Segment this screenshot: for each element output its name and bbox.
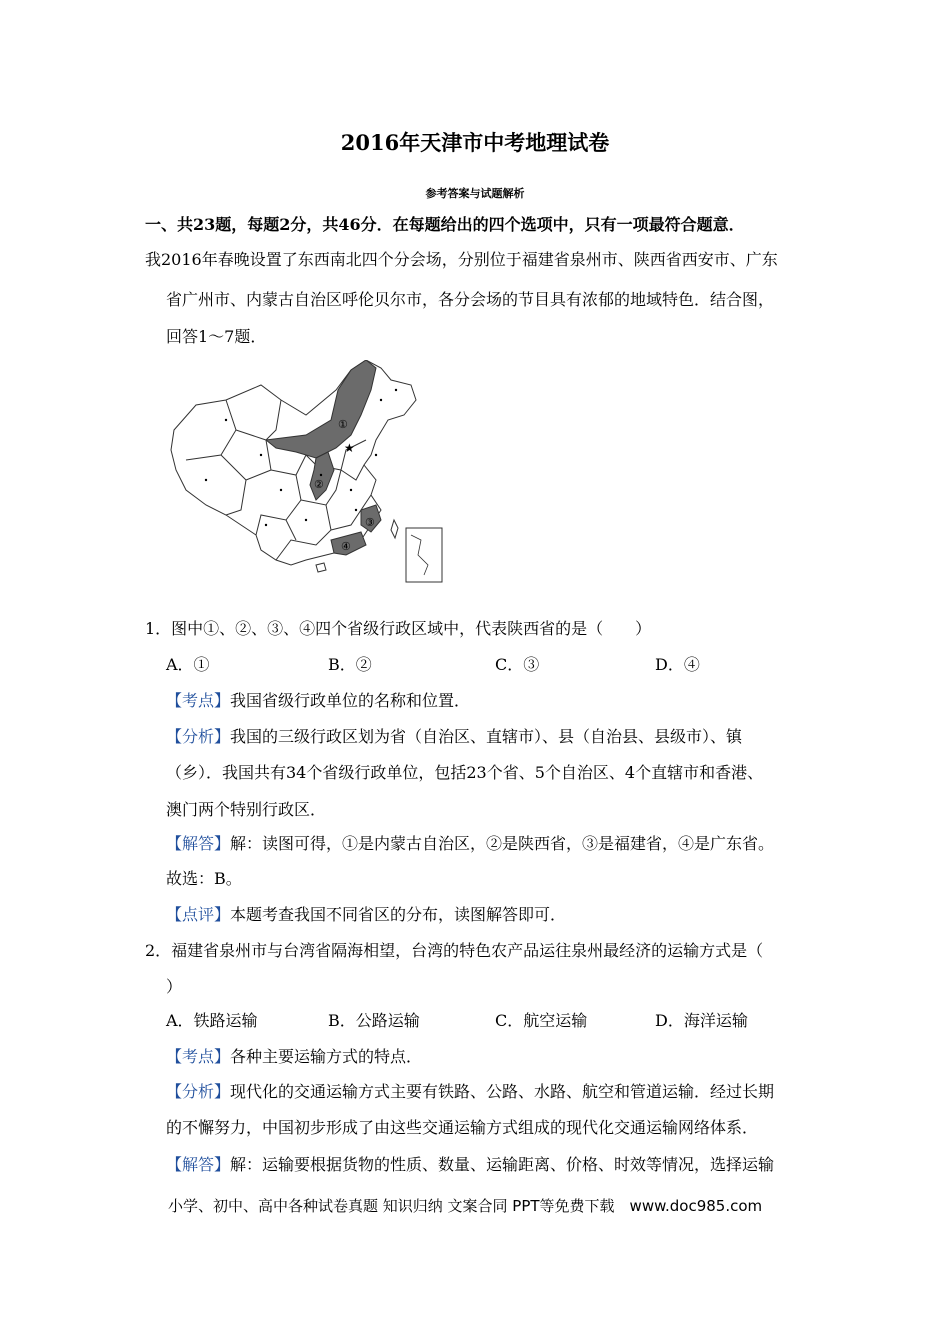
page-title: 2016年天津市中考地理试卷 [340,130,610,155]
q2-option-d: D．海洋运输 [655,1011,748,1030]
q2-stem-line-1: 2．福建省泉州市与台湾省隔海相望，台湾的特色农产品运往泉州最经济的运输方式是（ [145,941,764,960]
map-label-2: ② [314,478,324,491]
q2-option-c: C．航空运输 [495,1011,588,1030]
china-map-figure [166,360,448,588]
q1-option-a: A．① [166,655,210,674]
q1-kaodian [166,691,470,711]
jieda-text-1: 解：读图可得，①是内蒙古自治区，②是陕西省，③是福建省，④是广东省。 [230,834,775,853]
q1-jieda-line-2: 故选：B。 [166,869,242,888]
page-footer: 小学、初中、高中各种试卷真题 知识归纳 文案合同 PPT等免费下载 www.doc985.com [168,1197,763,1215]
q1-option-d: D．④ [655,655,700,674]
kaodian-tag: 【考点】 [166,1047,231,1066]
q1-fenxi [166,727,742,747]
q2-option-a: A．铁路运输 [166,1011,258,1030]
dianping-tag: 【点评】 [166,905,231,924]
fenxi-tag: 【分析】 [166,727,231,746]
page-subtitle: 参考答案与试题解析 [425,187,525,200]
q2-option-b: B．公路运输 [328,1011,420,1030]
q1-dianping [166,905,566,925]
q2-jieda [166,1155,774,1175]
fenxi-tag: 【分析】 [166,1082,231,1101]
q2-kaodian [166,1047,422,1067]
fenxi-text-1: 我国的三级行政区划为省（自治区、直辖市）、县（自治县、县级市）、镇 [230,727,743,746]
q1-option-c: C．③ [495,655,540,674]
intro-line-3: 回答1～7题． [166,327,267,346]
jieda-text: 解：运输要根据货物的性质、数量、运输距离、价格、时效等情况，选择运输 [230,1155,775,1174]
region-2-shaanxi [310,452,334,500]
kaodian-tag: 【考点】 [166,691,231,710]
q2-fenxi-line-2: 的不懈努力，中国初步形成了由这些交通运输方式组成的现代化交通运输网络体系． [166,1118,759,1137]
q2-fenxi [166,1082,774,1102]
hainan-island [316,563,326,572]
jieda-tag: 【解答】 [166,1155,231,1174]
q2-stem-line-2: ） [166,977,183,996]
jieda-tag: 【解答】 [166,834,231,853]
map-label-4: ④ [341,540,351,553]
fenxi-text-1: 现代化的交通运输方式主要有铁路、公路、水路、航空和管道运输．经过长期 [230,1082,775,1101]
q1-fenxi-line-2: （乡）．我国共有34个省级行政单位，包括23个省、5个自治区、4个直辖市和香港、 [166,763,764,782]
map-label-1: ① [338,418,348,431]
south-china-sea-inset [406,528,442,582]
q1-fenxi-line-3: 澳门两个特别行政区． [166,800,327,819]
q1-jieda [166,834,774,854]
kaodian-text: 各种主要运输方式的特点． [230,1047,423,1066]
map-label-3: ③ [365,516,375,529]
section-header: 一、共23题，每题2分，共46分．在每题给出的四个选项中，只有一项最符合题意． [145,215,745,234]
capital-star-icon: ★ [344,441,355,455]
dianping-text: 本题考查我国不同省区的分布，读图解答即可． [230,905,567,924]
intro-line-2: 省广州市、内蒙古自治区呼伦贝尔市，各分会场的节目具有浓郁的地域特色．结合图， [166,290,775,309]
q1-option-b: B．② [328,655,372,674]
intro-line-1: 我2016年春晚设置了东西南北四个分会场，分别位于福建省泉州市、陕西省西安市、广东 [145,250,778,269]
q1-stem: 1．图中①、②、③、④四个省级行政区域中，代表陕西省的是（ ） [145,619,652,638]
taiwan-island [391,520,398,538]
kaodian-text: 我国省级行政单位的名称和位置． [230,691,471,710]
